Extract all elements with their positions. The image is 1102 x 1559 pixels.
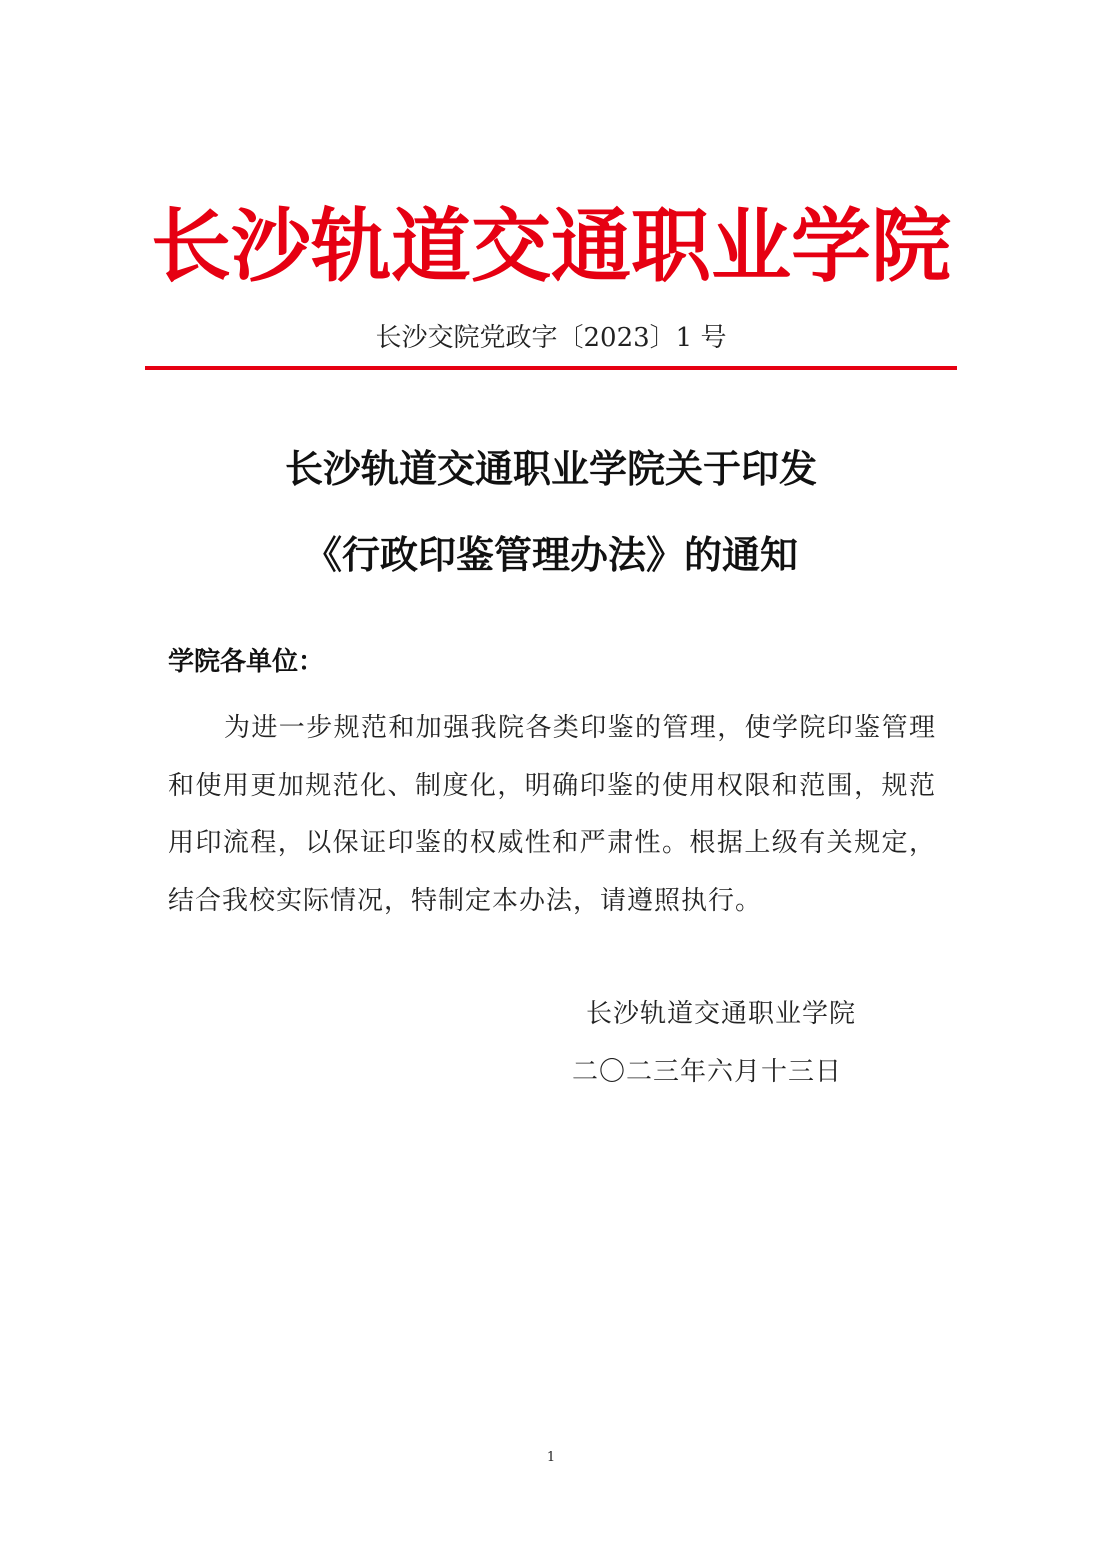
document-title-line-1: 长沙轨道交通职业学院关于印发 [284,446,817,491]
letterhead-divider [145,366,957,370]
document-title-line-2: 《行政印鉴管理办法》的通知 [303,532,798,577]
body-paragraph: 为进一步规范和加强我院各类印鉴的管理，使学院印鉴管理和使用更加规范化、制度化，明确印鉴的使用权限和范围，规范用印流程，以保证印鉴的权威性和严肃性。根据上级有关规定，结合我校实际情况，特制定本办法，请遵照执行。 [168,713,936,916]
document-number: 长沙交院党政字〔2023〕1 号 [375,323,727,353]
letterhead-title: 长沙轨道交通职业学院 [151,199,951,293]
salutation: 学院各单位： [168,647,325,677]
issuer-signature: 长沙轨道交通职业学院 [586,999,857,1029]
issue-date: 二〇二三年六月十三日 [572,1057,843,1087]
page-number: 1 [546,1450,556,1465]
